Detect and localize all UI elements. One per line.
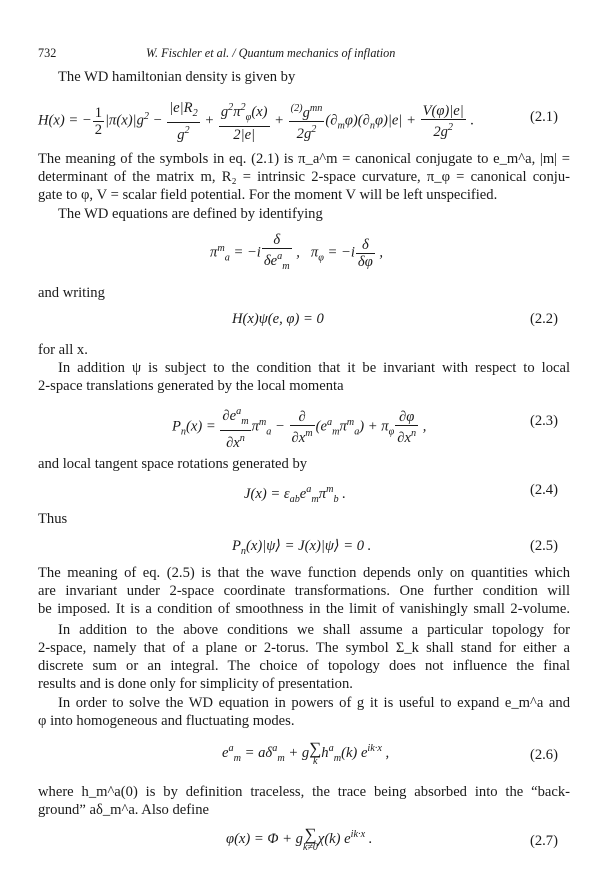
running-head-title: W. Fischler et al. / Quantum mechanics of inflation: [146, 46, 396, 60]
paragraph-line: φ into homogeneous and fluctuating modes.: [38, 713, 295, 729]
paragraph-line: and writing: [38, 285, 105, 301]
paragraph-line: In addition ψ is subject to the condition that it be invariant with respect to local: [58, 360, 570, 376]
paragraph-line: In addition to the above conditions we shall assume a particular topology for: [58, 622, 570, 638]
page-number: 732: [38, 46, 57, 60]
paragraph-line: gate to φ, V = scalar field potential. For the moment V will be left unspecified.: [38, 187, 498, 203]
equation-number: (2.5): [530, 538, 558, 554]
equation-2-5: $P_n(x)|\psi⟩$ = J(x)|ψ⟩ = 0 .: [232, 538, 372, 557]
equation-number: (2.3): [530, 413, 558, 429]
equation-2-1: H(x) = − $\frac{1}{2}$ $|\pi(x)|g^2$ − $\frac{|e|R_2}{g^2}$ + $\frac{g^2\pi^2_\varphi(x)}{2|e|}$ + $\frac{^{(2)}g^{mn}}{2g^2}$ $(\partial_m\varphi)(\partial_n\varphi)|e|$ + $\frac{V(\varphi)|e|}{2g^2}$ .: [38, 100, 475, 143]
equation-momenta-identification: $\pi^m_a = -i$ $\frac{\delta}{\delta e^a_m}$ , $\pi_\varphi = -i$ $\frac{\delta}{\delta\varphi}$ ,: [210, 232, 384, 272]
paragraph-line: results and is done only for simplicity of presentation.: [38, 676, 353, 692]
paragraph-line: 2-space, namely that of a plane or 2-torus. The symbol Σ_k shall stand for either a: [38, 640, 570, 656]
paragraph-line: The WD hamiltonian density is given by: [58, 69, 296, 85]
paragraph-line: 2-space translations generated by the local momenta: [38, 378, 344, 394]
paragraph-line: where h_m^a(0) is by definition traceless, the trace being absorbed into the “back-: [38, 784, 570, 800]
paragraph-line: be imposed. It is a condition of smoothness in the limit of vanishingly small 2-volume.: [38, 601, 570, 617]
paragraph-line: Thus: [38, 511, 68, 527]
paragraph-line: discrete sum or an integral. The choice of topology does not influence the final: [38, 658, 570, 674]
equation-number: (2.2): [530, 311, 558, 327]
equation-2-2: H(x)ψ(e, φ) = 0: [232, 311, 324, 327]
equation-number: (2.6): [530, 747, 558, 763]
paragraph-line: are invariant under 2-space coordinate transformations. One further condition will: [38, 583, 570, 599]
paragraph-line: for all x.: [38, 342, 88, 358]
equation-number: (2.1): [530, 109, 558, 125]
paragraph-line: The meaning of the symbols in eq. (2.1) is π_a^m = canonical conjugate to e_m^a, |m| =: [38, 151, 570, 167]
equation-number: (2.7): [530, 833, 558, 849]
paragraph-line: The WD equations are defined by identifying: [58, 206, 323, 222]
equation-number: (2.4): [530, 482, 558, 498]
equation-2-6: $e^a_m = a\delta^a_m + g$ ∑ k $h^a_m(k)$ $e^{ik\cdot x}$ ,: [222, 738, 390, 767]
paragraph-line: In order to solve the WD equation in powers of g it is useful to expand e_m^a and: [58, 695, 570, 711]
equation-2-3: $P_n(x)$ = $\frac{\partial e^a_m}{\partial x^n}$ $\pi^m_a$ − $\frac{\partial}{\partial x^m}$ $(e^a_m\pi^m_a) + \pi_\varphi$ $\frac{\partial\varphi}{\partial x^n}$ ,: [172, 406, 427, 451]
equation-2-7: φ(x) = Φ + g ∑ k≠0 χ(k) $e^{ik\cdot x}$ .: [226, 824, 373, 853]
paragraph-line: The meaning of eq. (2.5) is that the wave function depends only on quantities which: [38, 565, 570, 581]
paragraph-line: and local tangent space rotations generated by: [38, 456, 308, 472]
equation-2-4: $J(x) = \varepsilon_{ab}e^a_m\pi^m_b$ .: [244, 484, 346, 505]
paragraph-line: determinant of the matrix m, R₂ = intrinsic 2-space curvature, π_φ = canonical conju-: [38, 169, 570, 185]
paragraph-line: ground” aδ_m^a. Also define: [38, 802, 209, 818]
